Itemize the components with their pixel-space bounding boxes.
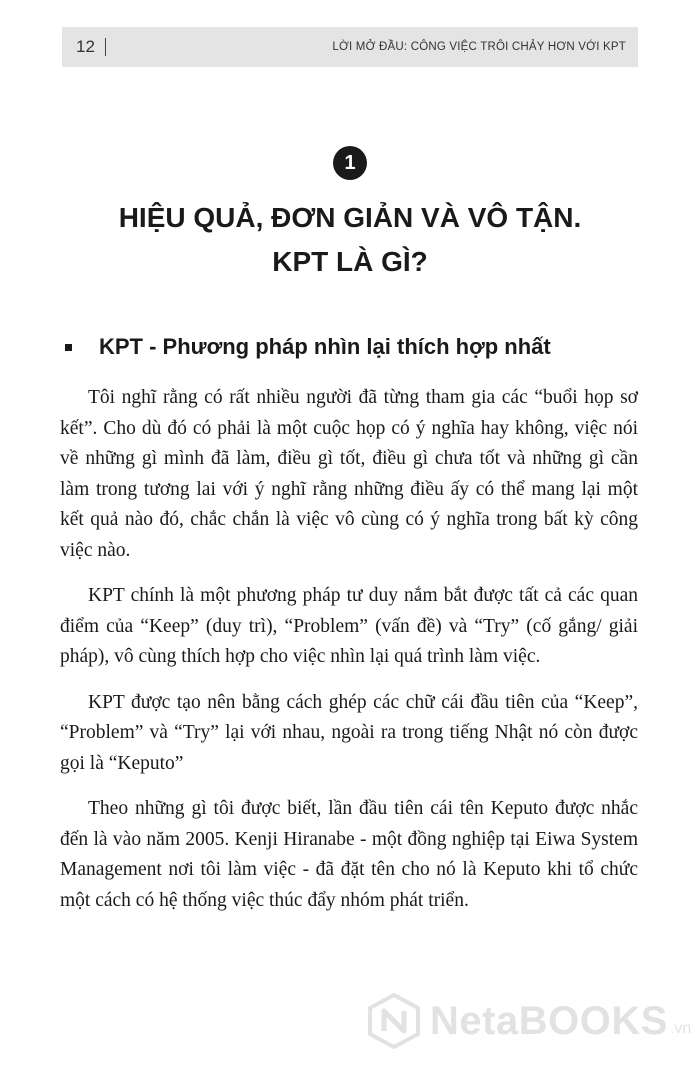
watermark-suffix: .vn bbox=[669, 1020, 692, 1037]
paragraph-3: KPT được tạo nên bằng cách ghép các chữ cái đầu tiên của “Keep”, “Problem” và “Try” lại với nhau, ngoài ra trong tiếng Nhật nó còn được gọi là “Keputo” bbox=[60, 691, 638, 774]
chapter-number-badge: 1 bbox=[333, 146, 367, 180]
section-heading-text: KPT - Phương pháp nhìn lại thích hợp nhất bbox=[99, 334, 551, 359]
running-header bbox=[62, 27, 638, 67]
chapter-title-line-1: HIỆU QUẢ, ĐƠN GIẢN VÀ VÔ TẬN. bbox=[118, 202, 582, 233]
paragraph-1: Tôi nghĩ rằng có rất nhiều người đã từng tham gia các “buổi họp sơ kết”. Cho dù đó có phải là một cuộc họp có ý nghĩa hay không, việc nói về những gì mình đã làm, điều gì tốt, điều gì chưa tốt và những gì cần làm trong tương lai với ý nghĩ rằng những điều ấy có thể mang lại một kết quả nào đó, chắc chắn là việc vô cùng có ý nghĩa trong bất kỳ công việc nào. bbox=[60, 387, 638, 561]
square-bullet-icon bbox=[65, 344, 72, 351]
watermark-text: NetaBOOKS bbox=[430, 998, 668, 1043]
header-divider bbox=[105, 38, 106, 56]
section-heading bbox=[62, 334, 642, 360]
watermark bbox=[366, 993, 691, 1049]
chapter-title bbox=[60, 196, 640, 284]
chapter-title-line-2: KPT LÀ GÌ? bbox=[272, 246, 428, 277]
page-number-group bbox=[76, 37, 106, 57]
body-text bbox=[60, 383, 638, 931]
page-number: 12 bbox=[76, 37, 95, 56]
paragraph-4: Theo những gì tôi được biết, lần đầu tiên cái tên Keputo được nhắc đến là vào năm 2005. Kenji Hiranabe - một đồng nghiệp tại Eiwa System Management nơi tôi làm việc - đã đặt tên cho nó là Keputo khi tổ chức một cách có hệ thống việc thúc đẩy nhóm phát triển. bbox=[60, 798, 638, 911]
paragraph-2: KPT chính là một phương pháp tư duy nắm bắt được tất cả các quan điểm của “Keep” (duy trì), “Problem” (vấn đề) và “Try” (cố gắng/ giải pháp), vô cùng thích hợp cho việc nhìn lại quá trình làm việc. bbox=[60, 585, 638, 667]
neta-logo-icon bbox=[366, 993, 422, 1049]
running-title: LỜI MỞ ĐẦU: CÔNG VIỆC TRÔI CHẢY HƠN VỚI KPT bbox=[332, 41, 626, 53]
